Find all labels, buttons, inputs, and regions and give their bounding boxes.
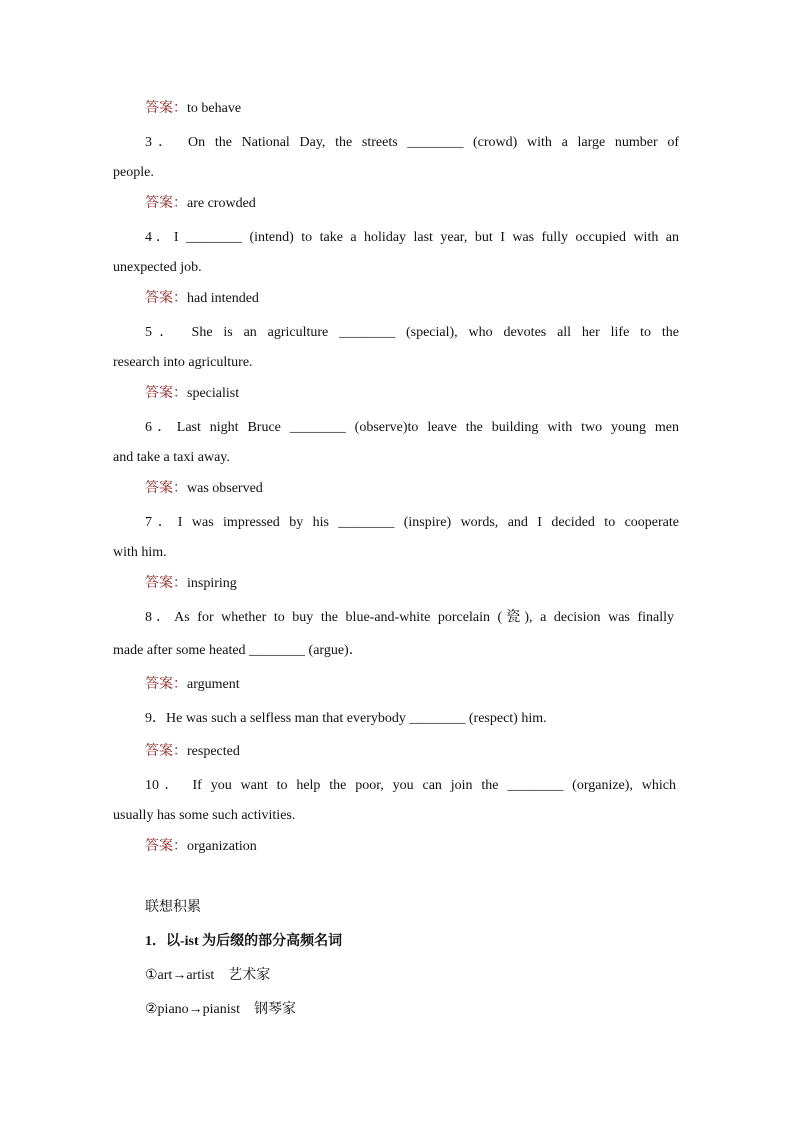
question-6: 6．Last night Bruce ________ (observe)to leave the building with two young men — [145, 420, 679, 435]
answer-text: to behave — [187, 101, 242, 116]
section-subheading: 1．以-ist 为后缀的部分高频名词 — [145, 934, 343, 949]
answer-label: 答案： — [145, 839, 187, 854]
question-10: 10． If you want to help the poor, you can join the ________ (organize), which — [145, 778, 676, 793]
section-heading: 联想积累 — [145, 900, 201, 915]
answer-line — [145, 575, 237, 593]
question-5-continued: research into agriculture. — [113, 355, 253, 370]
answer-label: 答案： — [145, 196, 187, 211]
question-5: 5． She is an agriculture ________ (special), who devotes all her life to the — [145, 325, 679, 340]
answer-label: 答案： — [145, 744, 187, 759]
question-7-continued: with him. — [113, 545, 167, 560]
answer-text: are crowded — [187, 196, 256, 211]
answer-text: inspiring — [187, 576, 237, 591]
answer-line — [145, 100, 241, 118]
answer-line — [145, 195, 256, 213]
question-8-continued: made after some heated ________ (argue)． — [113, 643, 363, 658]
question-9: 9．He was such a selfless man that everybody ________ (respect) him. — [145, 711, 547, 726]
answer-text: argument — [187, 677, 240, 692]
answer-text: was observed — [187, 481, 263, 496]
answer-label: 答案： — [145, 291, 187, 306]
answer-line — [145, 676, 240, 694]
answer-line — [145, 290, 259, 308]
question-6-continued: and take a taxi away. — [113, 450, 230, 465]
question-4-continued: unexpected job. — [113, 260, 202, 275]
answer-label: 答案： — [145, 677, 187, 692]
answer-line — [145, 838, 257, 856]
answer-line — [145, 480, 263, 498]
question-7: 7．I was impressed by his ________ (inspire) words, and I decided to cooperate — [145, 515, 679, 530]
answer-label: 答案： — [145, 576, 187, 591]
answer-line — [145, 743, 240, 761]
vocab-entry: ②piano→pianist 钢琴家 — [145, 1002, 296, 1017]
answer-line — [145, 385, 239, 403]
question-4: 4．I ________ (intend) to take a holiday last year, but I was fully occupied with an — [145, 230, 679, 245]
vocab-entry: ①art→artist 艺术家 — [145, 968, 271, 983]
answer-label: 答案： — [145, 386, 187, 401]
answer-text: organization — [187, 839, 257, 854]
answer-text: specialist — [187, 386, 240, 401]
answer-label: 答案： — [145, 101, 187, 116]
question-3-continued: people. — [113, 165, 154, 180]
question-3: 3． On the National Day, the streets ________ (crowd) with a large number of — [145, 135, 679, 150]
answer-text: respected — [187, 744, 240, 759]
answer-label: 答案： — [145, 481, 187, 496]
answer-text: had intended — [187, 291, 259, 306]
question-8: 8．As for whether to buy the blue-and-white porcelain (瓷), a decision was finally — [145, 610, 674, 625]
question-10-continued: usually has some such activities. — [113, 808, 296, 823]
